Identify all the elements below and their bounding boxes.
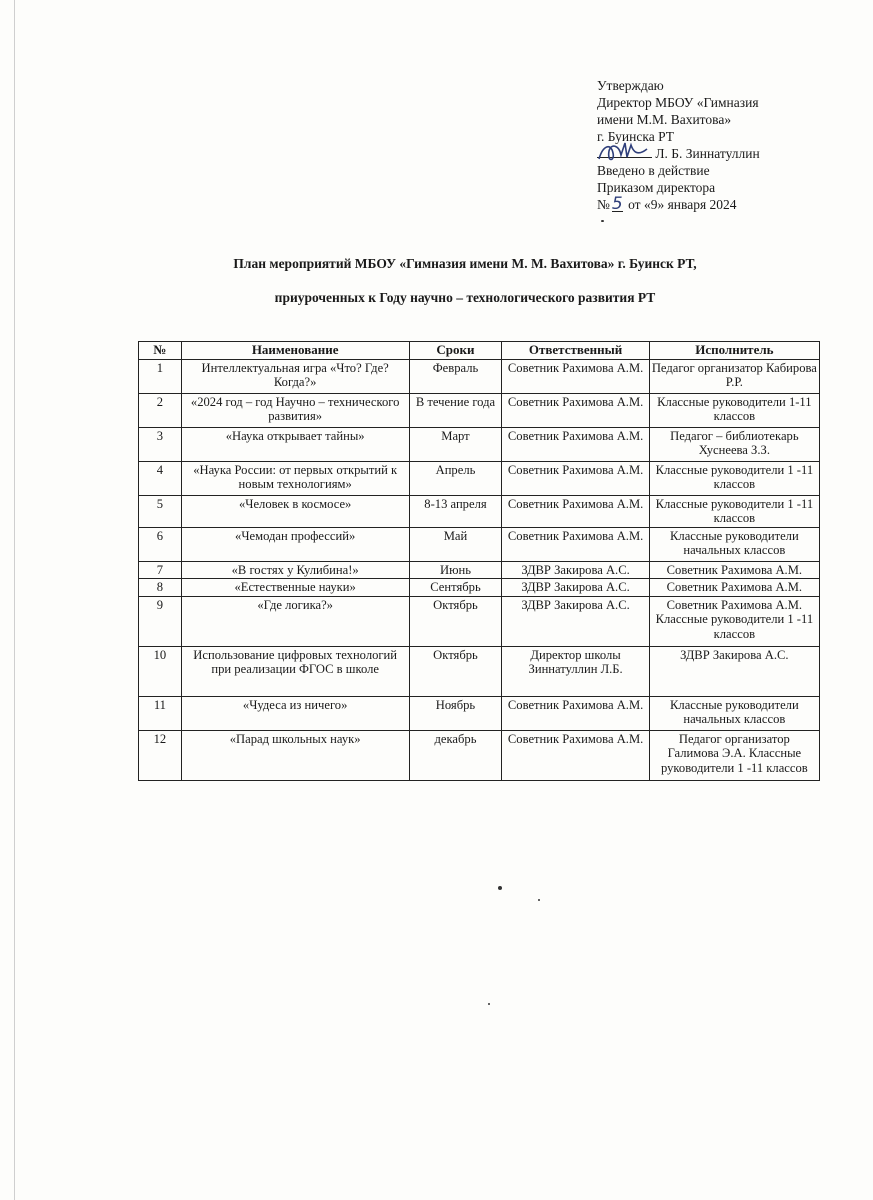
cell-number: 6 xyxy=(139,527,182,561)
cell-term: Апрель xyxy=(409,461,502,495)
order-date: от «9» января 2024 xyxy=(628,197,737,212)
cell-name: «В гостях у Кулибина!» xyxy=(181,561,409,579)
table-header-row xyxy=(139,342,820,360)
cell-number: 5 xyxy=(139,495,182,527)
table-row xyxy=(139,561,820,579)
scan-speck xyxy=(601,220,604,222)
cell-name: Интеллектуальная игра «Что? Где? Когда?» xyxy=(181,359,409,393)
table-row xyxy=(139,495,820,527)
plan-title-line-1: План мероприятий МБОУ «Гимназия имени М. М. Вахитова» г. Буинск РТ, xyxy=(233,256,697,271)
cell-responsible: Советник Рахимова А.М. xyxy=(502,730,649,780)
cell-term: Октябрь xyxy=(409,596,502,646)
order-number-line xyxy=(597,196,760,213)
cell-name: «Парад школьных наук» xyxy=(181,730,409,780)
cell-number: 7 xyxy=(139,561,182,579)
cell-name: «Чудеса из ничего» xyxy=(181,696,409,730)
header-executor: Исполнитель xyxy=(649,342,819,360)
header-number: № xyxy=(139,342,182,360)
table-row xyxy=(139,696,820,730)
header-name: Наименование xyxy=(181,342,409,360)
table-row xyxy=(139,427,820,461)
cell-name: «Чемодан профессий» xyxy=(181,527,409,561)
order-line: Приказом директора xyxy=(597,180,716,195)
header-responsible: Ответственный xyxy=(502,342,649,360)
cell-responsible: Советник Рахимова А.М. xyxy=(502,427,649,461)
table-row xyxy=(139,646,820,696)
cell-term: Февраль xyxy=(409,359,502,393)
cell-executor: ЗДВР Закирова А.С. xyxy=(649,646,819,696)
table-row xyxy=(139,393,820,427)
enacted-line: Введено в действие xyxy=(597,163,710,178)
cell-executor: Советник Рахимова А.М. xyxy=(649,561,819,579)
cell-number: 2 xyxy=(139,393,182,427)
cell-number: 1 xyxy=(139,359,182,393)
signature-line xyxy=(597,145,760,162)
cell-responsible: ЗДВР Закирова А.С. xyxy=(502,596,649,646)
cell-responsible: Советник Рахимова А.М. xyxy=(502,359,649,393)
cell-responsible: Советник Рахимова А.М. xyxy=(502,527,649,561)
cell-term: Июнь xyxy=(409,561,502,579)
scan-speck xyxy=(498,886,502,890)
cell-executor: Советник Рахимова А.М. xyxy=(649,579,819,597)
cell-executor: Педагог – библиотекарь Хуснеева З.З. xyxy=(649,427,819,461)
events-plan-table xyxy=(138,341,820,781)
cell-name: «Где логика?» xyxy=(181,596,409,646)
cell-executor: Классные руководители 1 -11 классов xyxy=(649,495,819,527)
order-no-prefix: № xyxy=(597,197,610,212)
table-row xyxy=(139,730,820,780)
cell-responsible: Советник Рахимова А.М. xyxy=(502,696,649,730)
cell-responsible: Советник Рахимова А.М. xyxy=(502,393,649,427)
header-term: Сроки xyxy=(409,342,502,360)
cell-executor: Классные руководители 1-11 классов xyxy=(649,393,819,427)
cell-number: 9 xyxy=(139,596,182,646)
cell-number: 4 xyxy=(139,461,182,495)
cell-executor: Советник Рахимова А.М. Классные руководители 1 -11 классов xyxy=(649,596,819,646)
cell-term: Сентябрь xyxy=(409,579,502,597)
table-body xyxy=(139,359,820,780)
approve-label: Утверждаю xyxy=(597,78,664,93)
cell-responsible: ЗДВР Закирова А.С. xyxy=(502,579,649,597)
cell-term: Октябрь xyxy=(409,646,502,696)
cell-name: «2024 год – год Научно – технического развития» xyxy=(181,393,409,427)
cell-name: «Человек в космосе» xyxy=(181,495,409,527)
signature-name: Л. Б. Зиннатуллин xyxy=(655,146,760,161)
table-row xyxy=(139,461,820,495)
table-row xyxy=(139,527,820,561)
scan-edge xyxy=(14,0,15,1200)
cell-name: «Естественные науки» xyxy=(181,579,409,597)
cell-executor: Классные руководители начальных классов xyxy=(649,527,819,561)
cell-executor: Классные руководители 1 -11 классов xyxy=(649,461,819,495)
cell-responsible: ЗДВР Закирова А.С. xyxy=(502,561,649,579)
approval-block xyxy=(597,77,760,213)
cell-number: 11 xyxy=(139,696,182,730)
table-row xyxy=(139,359,820,393)
cell-term: Март xyxy=(409,427,502,461)
city-line: г. Буинска РТ xyxy=(597,129,675,144)
cell-name: «Наука открывает тайны» xyxy=(181,427,409,461)
cell-name: «Наука России: от первых открытий к новым технологиям» xyxy=(181,461,409,495)
cell-name: Использование цифровых технологий при реализации ФГОС в школе xyxy=(181,646,409,696)
cell-executor: Классные руководители начальных классов xyxy=(649,696,819,730)
cell-responsible: Директор школы Зиннатуллин Л.Б. xyxy=(502,646,649,696)
cell-responsible: Советник Рахимова А.М. xyxy=(502,495,649,527)
cell-responsible: Советник Рахимова А.М. xyxy=(502,461,649,495)
director-position-1: Директор МБОУ «Гимназия xyxy=(597,95,759,110)
cell-number: 3 xyxy=(139,427,182,461)
table-row xyxy=(139,596,820,646)
cell-term: 8-13 апреля xyxy=(409,495,502,527)
cell-number: 10 xyxy=(139,646,182,696)
scan-speck xyxy=(488,1003,490,1005)
director-position-2: имени М.М. Вахитова» xyxy=(597,112,732,127)
plan-title-line-2: приуроченных к Году научно – технологического развития РТ xyxy=(274,290,656,305)
cell-term: В течение года xyxy=(409,393,502,427)
cell-executor: Педагог организатор Кабирова Р.Р. xyxy=(649,359,819,393)
cell-term: декабрь xyxy=(409,730,502,780)
cell-number: 8 xyxy=(139,579,182,597)
cell-term: Май xyxy=(409,527,502,561)
order-number-handwritten: 5 xyxy=(611,194,623,214)
cell-term: Ноябрь xyxy=(409,696,502,730)
cell-number: 12 xyxy=(139,730,182,780)
table-row xyxy=(139,579,820,597)
scan-speck xyxy=(538,899,540,901)
cell-executor: Педагог организатор Галимова Э.А. Классные руководители 1 -11 классов xyxy=(649,730,819,780)
